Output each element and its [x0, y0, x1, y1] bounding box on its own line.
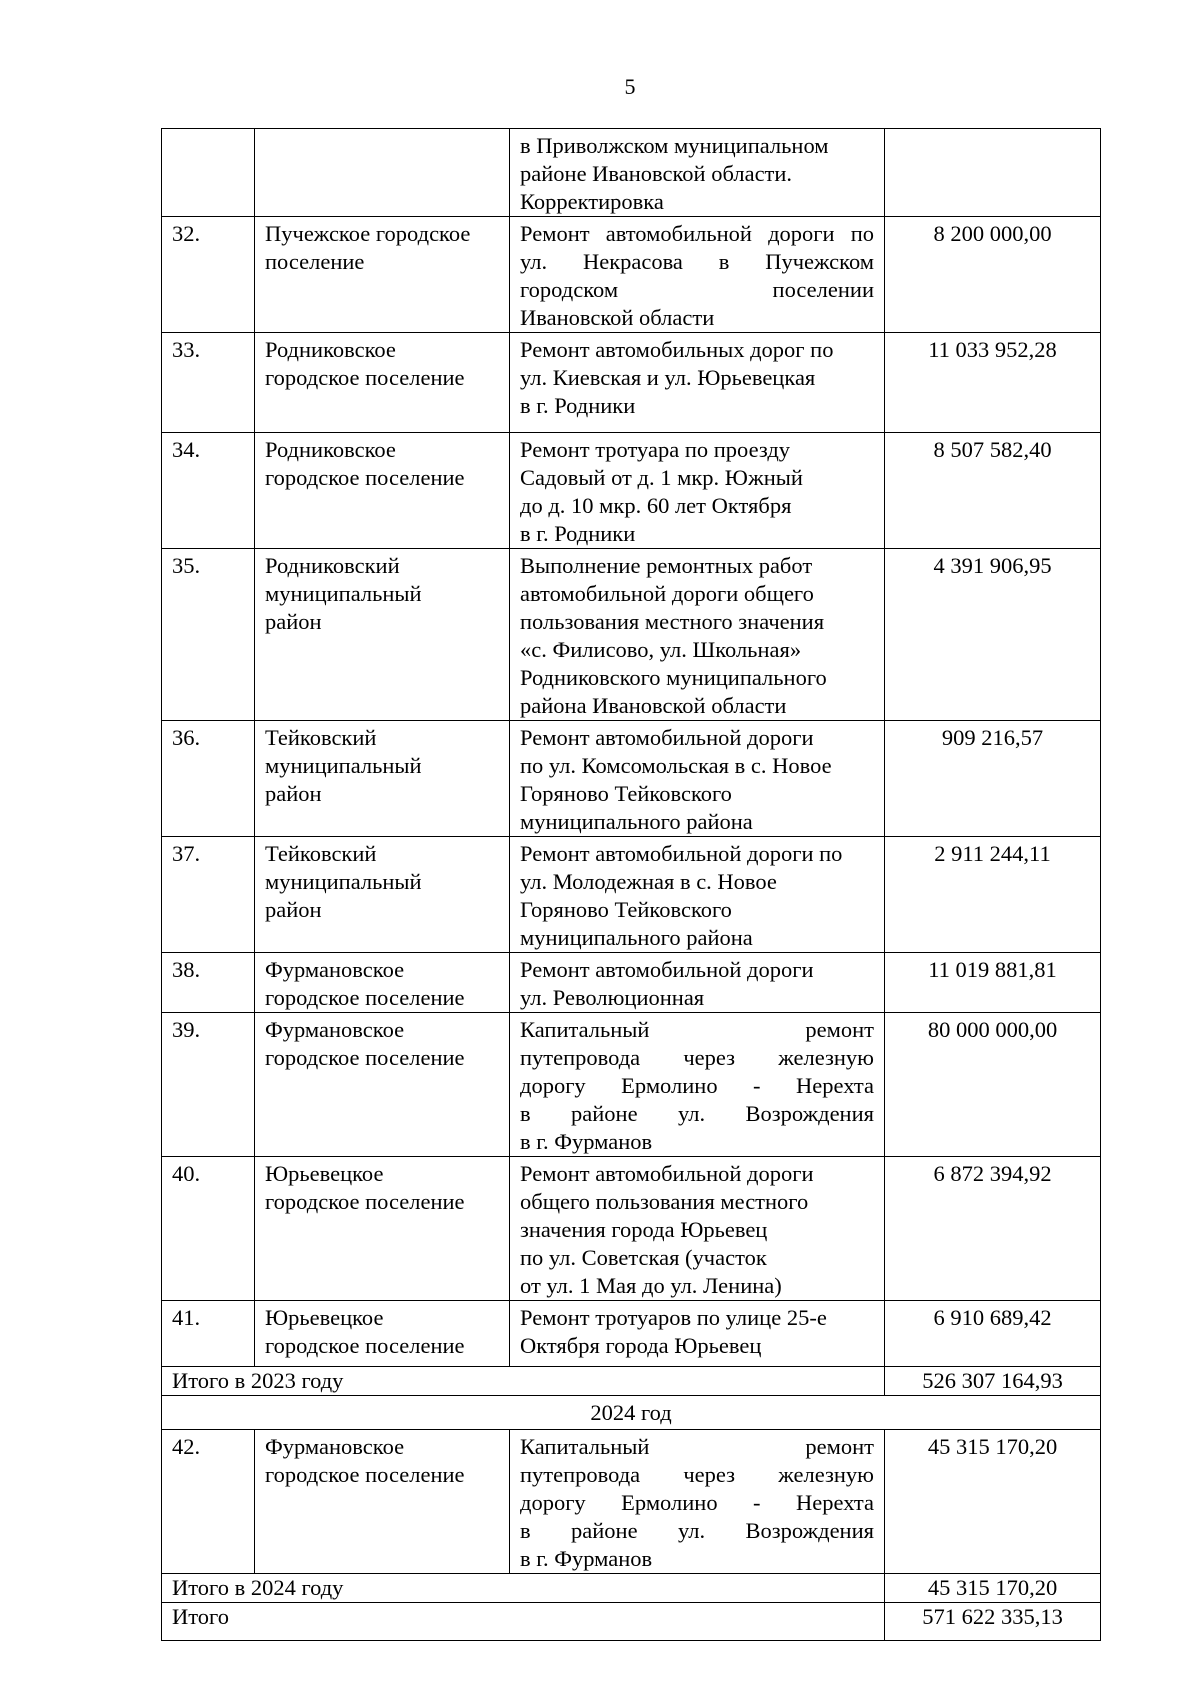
- table-row: [162, 217, 1101, 333]
- page-number: 5: [624, 74, 636, 99]
- amount: 8 200 000,00: [885, 217, 1101, 333]
- row-number: 42.: [162, 1430, 255, 1574]
- work-description-line: путепровода через железную: [520, 1045, 874, 1070]
- total-label: Итого в 2024 году: [162, 1574, 885, 1603]
- municipality-name-line: муниципальный: [265, 753, 422, 778]
- work-description-line: Садовый от д. 1 мкр. Южный: [520, 465, 803, 490]
- year-header-row: [162, 1396, 1101, 1430]
- amount: 909 216,57: [885, 721, 1101, 837]
- municipality-name: [255, 953, 510, 1013]
- municipality-name: [255, 217, 510, 333]
- table-row: [162, 1430, 1101, 1574]
- work-description-line: до д. 10 мкр. 60 лет Октября: [520, 493, 792, 518]
- municipality-name-line: район: [265, 609, 322, 634]
- work-description: [510, 837, 885, 953]
- work-description-line: по ул. Комсомольская в с. Новое: [520, 753, 832, 778]
- work-description-line: в г. Фурманов: [520, 1129, 653, 1154]
- work-description-line: в г. Родники: [520, 393, 636, 418]
- work-description-line: общего пользования местного: [520, 1189, 809, 1214]
- work-description-line: «с. Филисово, ул. Школьная»: [520, 637, 802, 662]
- municipality-name-line: городское поселение: [265, 1462, 465, 1487]
- municipality-name-line: район: [265, 781, 322, 806]
- municipality-name: [255, 433, 510, 549]
- work-description: [510, 333, 885, 433]
- work-description: [510, 1157, 885, 1301]
- work-description-line: Ремонт автомобильной дороги по: [520, 221, 874, 246]
- municipality-name: [255, 1301, 510, 1367]
- row-number: 35.: [162, 549, 255, 721]
- work-description: [510, 217, 885, 333]
- work-description-line: в г. Фурманов: [520, 1546, 653, 1571]
- work-description-line: в Приволжском муниципальном: [520, 133, 829, 158]
- row-number: 37.: [162, 837, 255, 953]
- municipality-name: [255, 721, 510, 837]
- work-description-line: пользования местного значения: [520, 609, 825, 634]
- rows-2024: [162, 1430, 1101, 1574]
- work-description-line: Горяново Тейковского: [520, 897, 732, 922]
- municipality-name: [255, 333, 510, 433]
- rows-2023: [162, 129, 1101, 1367]
- municipality-name-line: городское поселение: [265, 1045, 465, 1070]
- work-description-line: ул. Некрасова в Пучежском: [520, 249, 874, 274]
- work-description-line: в районе ул. Возрождения: [520, 1101, 874, 1126]
- total-row-2024: [162, 1574, 1101, 1603]
- total-label: Итого в 2023 году: [162, 1367, 885, 1396]
- municipality-name-line: Пучежское городское: [265, 221, 471, 246]
- municipality-name-line: поселение: [265, 249, 365, 274]
- table-row: [162, 433, 1101, 549]
- municipality-name-line: Родниковский: [265, 553, 400, 578]
- financing-table: [161, 128, 1101, 1641]
- municipality-name-line: Фурмановское: [265, 1434, 405, 1459]
- amount: 11 019 881,81: [885, 953, 1101, 1013]
- row-number: 33.: [162, 333, 255, 433]
- summary-2023: [162, 1367, 1101, 1430]
- table-row: [162, 1013, 1101, 1157]
- work-description-line: Горяново Тейковского: [520, 781, 732, 806]
- work-description-line: дорогу Ермолино - Нерехта: [520, 1073, 874, 1098]
- amount: 2 911 244,11: [885, 837, 1101, 953]
- municipality-name-line: городское поселение: [265, 465, 465, 490]
- row-number: 32.: [162, 217, 255, 333]
- work-description-line: городском поселении: [520, 277, 874, 302]
- table-row: [162, 953, 1101, 1013]
- work-description-line: от ул. 1 Мая до ул. Ленина): [520, 1273, 782, 1298]
- row-number: [162, 129, 255, 217]
- work-description-line: в г. Родники: [520, 521, 636, 546]
- table-row: [162, 333, 1101, 433]
- amount: 11 033 952,28: [885, 333, 1101, 433]
- work-description-line: Родниковского муниципального: [520, 665, 827, 690]
- row-number: 36.: [162, 721, 255, 837]
- table-row: [162, 837, 1101, 953]
- municipality-name: [255, 1430, 510, 1574]
- summary-totals: [162, 1574, 1101, 1641]
- work-description: [510, 433, 885, 549]
- work-description-line: Ремонт автомобильной дороги: [520, 725, 814, 750]
- work-description-line: Выполнение ремонтных работ: [520, 553, 813, 578]
- work-description: [510, 1301, 885, 1367]
- amount: 6 910 689,42: [885, 1301, 1101, 1367]
- amount: 80 000 000,00: [885, 1013, 1101, 1157]
- work-description-line: ул. Молодежная в с. Новое: [520, 869, 777, 894]
- work-description-line: ул. Киевская и ул. Юрьевецкая: [520, 365, 816, 390]
- grand-total-amount: 571 622 335,13: [885, 1603, 1101, 1641]
- municipality-name-line: Родниковское: [265, 437, 396, 462]
- municipality-name-line: Родниковское: [265, 337, 396, 362]
- work-description-line: автомобильной дороги общего: [520, 581, 814, 606]
- work-description-line: Ремонт автомобильной дороги: [520, 1161, 814, 1186]
- work-description-line: муниципального района: [520, 809, 753, 834]
- work-description-line: Ивановской области: [520, 305, 715, 330]
- amount: 45 315 170,20: [885, 1430, 1101, 1574]
- municipality-name: [255, 1013, 510, 1157]
- municipality-name-line: Юрьевецкое: [265, 1161, 384, 1186]
- work-description-line: Капитальный ремонт: [520, 1017, 874, 1042]
- work-description: [510, 721, 885, 837]
- work-description-line: района Ивановской области: [520, 693, 787, 718]
- municipality-name-line: Юрьевецкое: [265, 1305, 384, 1330]
- municipality-name-line: Тейковский: [265, 725, 377, 750]
- work-description-line: путепровода через железную: [520, 1462, 874, 1487]
- work-description-line: Октября города Юрьевец: [520, 1333, 762, 1358]
- municipality-name-line: Фурмановское: [265, 1017, 405, 1042]
- amount: 6 872 394,92: [885, 1157, 1101, 1301]
- municipality-name-line: городское поселение: [265, 1333, 465, 1358]
- work-description-line: в районе ул. Возрождения: [520, 1518, 874, 1543]
- table-row: [162, 129, 1101, 217]
- table-row: [162, 1157, 1101, 1301]
- work-description-line: Капитальный ремонт: [520, 1434, 874, 1459]
- grand-total-row: [162, 1603, 1101, 1641]
- work-description-line: муниципального района: [520, 925, 753, 950]
- work-description-line: Ремонт автомобильной дороги по: [520, 841, 843, 866]
- row-number: 38.: [162, 953, 255, 1013]
- work-description-line: по ул. Советская (участок: [520, 1245, 767, 1270]
- row-number: 40.: [162, 1157, 255, 1301]
- work-description: [510, 1013, 885, 1157]
- row-number: 34.: [162, 433, 255, 549]
- municipality-name-line: городское поселение: [265, 1189, 465, 1214]
- row-number: 41.: [162, 1301, 255, 1367]
- municipality-name-line: район: [265, 897, 322, 922]
- table-row: [162, 721, 1101, 837]
- work-description-line: значения города Юрьевец: [520, 1217, 768, 1242]
- work-description-line: дорогу Ермолино - Нерехта: [520, 1490, 874, 1515]
- municipality-name: [255, 129, 510, 217]
- table-row: [162, 549, 1101, 721]
- total-amount: 45 315 170,20: [885, 1574, 1101, 1603]
- municipality-name-line: городское поселение: [265, 985, 465, 1010]
- amount: 8 507 582,40: [885, 433, 1101, 549]
- municipality-name: [255, 837, 510, 953]
- municipality-name: [255, 1157, 510, 1301]
- municipality-name: [255, 549, 510, 721]
- municipality-name-line: Фурмановское: [265, 957, 405, 982]
- year-header: 2024 год: [162, 1396, 1101, 1430]
- work-description: [510, 1430, 885, 1574]
- work-description: [510, 129, 885, 217]
- work-description-line: Корректировка: [520, 189, 664, 214]
- grand-total-label: Итого: [162, 1603, 885, 1641]
- work-description: [510, 953, 885, 1013]
- work-description-line: Ремонт автомобильной дороги: [520, 957, 814, 982]
- work-description-line: Ремонт тротуаров по улице 25-е: [520, 1305, 827, 1330]
- municipality-name-line: городское поселение: [265, 365, 465, 390]
- table-row: [162, 1301, 1101, 1367]
- work-description-line: Ремонт автомобильных дорог по: [520, 337, 834, 362]
- work-description-line: Ремонт тротуара по проезду: [520, 437, 791, 462]
- work-description-line: ул. Революционная: [520, 985, 705, 1010]
- municipality-name-line: муниципальный: [265, 581, 422, 606]
- total-amount: 526 307 164,93: [885, 1367, 1101, 1396]
- row-number: 39.: [162, 1013, 255, 1157]
- work-description: [510, 549, 885, 721]
- amount: 4 391 906,95: [885, 549, 1101, 721]
- municipality-name-line: муниципальный: [265, 869, 422, 894]
- amount: [885, 129, 1101, 217]
- work-description-line: районе Ивановской области.: [520, 161, 793, 186]
- total-row-2023: [162, 1367, 1101, 1396]
- municipality-name-line: Тейковский: [265, 841, 377, 866]
